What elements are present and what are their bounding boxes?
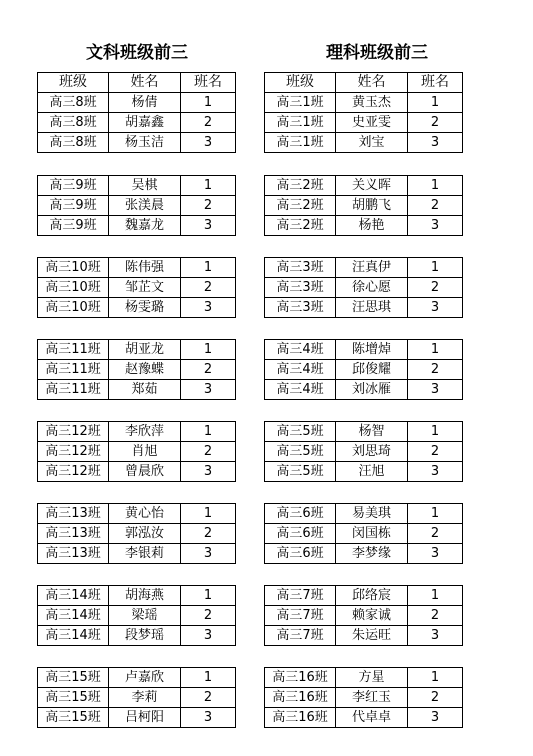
table-row xyxy=(265,380,463,400)
name-cell: 吕柯阳 xyxy=(109,708,181,728)
table-row xyxy=(38,442,236,462)
liberal-arts-title: 文科班级前三 xyxy=(86,43,188,63)
header-cell: 班名 xyxy=(408,73,463,93)
class-cell: 高三11班 xyxy=(38,380,109,400)
name-cell: 黄玉杰 xyxy=(336,93,408,113)
table-row xyxy=(265,258,463,278)
name-cell: 关义晖 xyxy=(336,176,408,196)
name-cell: 郑茹 xyxy=(109,380,181,400)
rank-cell: 1 xyxy=(408,176,463,196)
rank-cell: 3 xyxy=(181,380,236,400)
rank-cell: 3 xyxy=(408,216,463,236)
name-cell: 陈伟强 xyxy=(109,258,181,278)
header-cell: 姓名 xyxy=(109,73,181,93)
class-cell: 高三1班 xyxy=(265,133,336,153)
table-header-row xyxy=(38,73,236,93)
science-table-block xyxy=(264,257,463,318)
science-table-block xyxy=(264,339,463,400)
table-row xyxy=(38,196,236,216)
table-row xyxy=(265,133,463,153)
name-cell: 杨智 xyxy=(336,422,408,442)
science-table-block xyxy=(264,667,463,728)
name-cell: 梁瑶 xyxy=(109,606,181,626)
name-cell: 史亚雯 xyxy=(336,113,408,133)
rank-cell: 1 xyxy=(181,93,236,113)
class-cell: 高三14班 xyxy=(38,586,109,606)
rank-cell: 2 xyxy=(181,113,236,133)
name-cell: 李银莉 xyxy=(109,544,181,564)
rank-cell: 1 xyxy=(408,668,463,688)
table-row xyxy=(38,668,236,688)
rank-cell: 2 xyxy=(408,113,463,133)
name-cell: 徐心愿 xyxy=(336,278,408,298)
class-cell: 高三3班 xyxy=(265,278,336,298)
rank-cell: 1 xyxy=(408,93,463,113)
liberal-table-block xyxy=(37,72,236,153)
name-cell: 杨玉洁 xyxy=(109,133,181,153)
name-cell: 赵豫蝶 xyxy=(109,360,181,380)
rank-cell: 1 xyxy=(181,504,236,524)
header-cell: 班级 xyxy=(265,73,336,93)
table-row xyxy=(265,298,463,318)
class-cell: 高三4班 xyxy=(265,380,336,400)
rank-cell: 1 xyxy=(408,340,463,360)
class-cell: 高三1班 xyxy=(265,93,336,113)
name-cell: 胡海燕 xyxy=(109,586,181,606)
table-row xyxy=(265,216,463,236)
class-cell: 高三9班 xyxy=(38,196,109,216)
table-row xyxy=(38,93,236,113)
class-cell: 高三6班 xyxy=(265,544,336,564)
name-cell: 杨倩 xyxy=(109,93,181,113)
science-title: 理科班级前三 xyxy=(326,43,428,63)
class-cell: 高三13班 xyxy=(38,544,109,564)
liberal-table-block xyxy=(37,585,236,646)
table-row xyxy=(38,422,236,442)
name-cell: 李红玉 xyxy=(336,688,408,708)
rank-cell: 3 xyxy=(408,298,463,318)
table-row xyxy=(38,504,236,524)
class-cell: 高三3班 xyxy=(265,258,336,278)
table-row xyxy=(38,380,236,400)
science-table-block xyxy=(264,72,463,153)
class-cell: 高三12班 xyxy=(38,462,109,482)
science-table-block xyxy=(264,175,463,236)
table-row xyxy=(265,544,463,564)
class-cell: 高三15班 xyxy=(38,688,109,708)
liberal-table-block xyxy=(37,667,236,728)
class-cell: 高三16班 xyxy=(265,688,336,708)
table-row xyxy=(265,176,463,196)
name-cell: 刘思琦 xyxy=(336,442,408,462)
table-row xyxy=(265,442,463,462)
table-row xyxy=(265,113,463,133)
table-row xyxy=(265,93,463,113)
table-row xyxy=(38,688,236,708)
name-cell: 魏嘉龙 xyxy=(109,216,181,236)
rank-cell: 1 xyxy=(181,668,236,688)
class-cell: 高三12班 xyxy=(38,442,109,462)
class-cell: 高三2班 xyxy=(265,196,336,216)
table-row xyxy=(38,133,236,153)
name-cell: 方星 xyxy=(336,668,408,688)
rank-cell: 2 xyxy=(181,196,236,216)
table-row xyxy=(38,216,236,236)
name-cell: 陈增焯 xyxy=(336,340,408,360)
rank-cell: 1 xyxy=(181,422,236,442)
name-cell: 代卓卓 xyxy=(336,708,408,728)
class-cell: 高三13班 xyxy=(38,524,109,544)
table-row xyxy=(265,586,463,606)
liberal-table-block xyxy=(37,421,236,482)
table-row xyxy=(265,524,463,544)
science-table-block xyxy=(264,585,463,646)
rank-cell: 1 xyxy=(181,586,236,606)
name-cell: 胡嘉鑫 xyxy=(109,113,181,133)
rank-cell: 3 xyxy=(408,380,463,400)
name-cell: 李莉 xyxy=(109,688,181,708)
table-row xyxy=(38,586,236,606)
class-cell: 高三7班 xyxy=(265,626,336,646)
rank-cell: 2 xyxy=(408,606,463,626)
header-cell: 班名 xyxy=(181,73,236,93)
liberal-table-block xyxy=(37,175,236,236)
rank-cell: 2 xyxy=(408,278,463,298)
name-cell: 黄心怡 xyxy=(109,504,181,524)
name-cell: 易美琪 xyxy=(336,504,408,524)
name-cell: 刘宝 xyxy=(336,133,408,153)
table-row xyxy=(38,258,236,278)
rank-cell: 3 xyxy=(181,626,236,646)
rank-cell: 1 xyxy=(408,586,463,606)
table-row xyxy=(38,298,236,318)
class-cell: 高三6班 xyxy=(265,504,336,524)
table-row xyxy=(265,196,463,216)
rank-cell: 1 xyxy=(408,422,463,442)
header-cell: 姓名 xyxy=(336,73,408,93)
science-table-block xyxy=(264,503,463,564)
table-row xyxy=(38,278,236,298)
class-cell: 高三9班 xyxy=(38,176,109,196)
rank-cell: 2 xyxy=(181,360,236,380)
name-cell: 曾晨欣 xyxy=(109,462,181,482)
table-row xyxy=(265,688,463,708)
table-row xyxy=(38,606,236,626)
table-row xyxy=(38,708,236,728)
rank-cell: 2 xyxy=(181,688,236,708)
table-row xyxy=(38,524,236,544)
class-cell: 高三13班 xyxy=(38,504,109,524)
class-cell: 高三14班 xyxy=(38,606,109,626)
liberal-table-block xyxy=(37,257,236,318)
name-cell: 刘冰雁 xyxy=(336,380,408,400)
table-row xyxy=(265,360,463,380)
class-cell: 高三6班 xyxy=(265,524,336,544)
rank-cell: 3 xyxy=(408,626,463,646)
class-cell: 高三15班 xyxy=(38,668,109,688)
name-cell: 卢嘉欣 xyxy=(109,668,181,688)
name-cell: 闵国栋 xyxy=(336,524,408,544)
class-cell: 高三12班 xyxy=(38,422,109,442)
rank-cell: 2 xyxy=(181,278,236,298)
table-header-row xyxy=(265,73,463,93)
rank-cell: 2 xyxy=(408,196,463,216)
table-row xyxy=(38,462,236,482)
table-row xyxy=(265,422,463,442)
class-cell: 高三5班 xyxy=(265,462,336,482)
class-cell: 高三1班 xyxy=(265,113,336,133)
class-cell: 高三7班 xyxy=(265,606,336,626)
name-cell: 邹芷文 xyxy=(109,278,181,298)
table-row xyxy=(265,668,463,688)
name-cell: 郭泓汝 xyxy=(109,524,181,544)
class-cell: 高三3班 xyxy=(265,298,336,318)
table-row xyxy=(38,544,236,564)
liberal-table-block xyxy=(37,339,236,400)
class-cell: 高三5班 xyxy=(265,422,336,442)
rank-cell: 1 xyxy=(181,176,236,196)
class-cell: 高三10班 xyxy=(38,298,109,318)
table-row xyxy=(265,462,463,482)
rank-cell: 2 xyxy=(181,606,236,626)
name-cell: 邱络宸 xyxy=(336,586,408,606)
class-cell: 高三14班 xyxy=(38,626,109,646)
class-cell: 高三2班 xyxy=(265,216,336,236)
table-row xyxy=(38,176,236,196)
class-cell: 高三9班 xyxy=(38,216,109,236)
rank-cell: 2 xyxy=(181,442,236,462)
rank-cell: 2 xyxy=(408,442,463,462)
name-cell: 汪思琪 xyxy=(336,298,408,318)
liberal-table-block xyxy=(37,503,236,564)
class-cell: 高三4班 xyxy=(265,360,336,380)
science-table-block xyxy=(264,421,463,482)
class-cell: 高三2班 xyxy=(265,176,336,196)
class-cell: 高三10班 xyxy=(38,258,109,278)
rank-cell: 3 xyxy=(181,462,236,482)
table-row xyxy=(265,626,463,646)
table-row xyxy=(265,504,463,524)
table-row xyxy=(38,360,236,380)
class-cell: 高三8班 xyxy=(38,93,109,113)
rank-cell: 3 xyxy=(181,298,236,318)
name-cell: 胡亚龙 xyxy=(109,340,181,360)
table-row xyxy=(38,113,236,133)
class-cell: 高三10班 xyxy=(38,278,109,298)
class-cell: 高三8班 xyxy=(38,113,109,133)
name-cell: 杨艳 xyxy=(336,216,408,236)
table-row xyxy=(265,278,463,298)
table-row xyxy=(38,626,236,646)
rank-cell: 2 xyxy=(181,524,236,544)
name-cell: 吴棋 xyxy=(109,176,181,196)
rank-cell: 3 xyxy=(408,462,463,482)
name-cell: 赖家诚 xyxy=(336,606,408,626)
table-row xyxy=(265,708,463,728)
class-cell: 高三15班 xyxy=(38,708,109,728)
rank-cell: 3 xyxy=(408,133,463,153)
rank-cell: 1 xyxy=(181,258,236,278)
rank-cell: 1 xyxy=(408,258,463,278)
class-cell: 高三16班 xyxy=(265,668,336,688)
class-cell: 高三7班 xyxy=(265,586,336,606)
name-cell: 段梦瑶 xyxy=(109,626,181,646)
class-cell: 高三11班 xyxy=(38,340,109,360)
name-cell: 汪真伊 xyxy=(336,258,408,278)
rank-cell: 3 xyxy=(181,708,236,728)
rank-cell: 2 xyxy=(408,360,463,380)
header-cell: 班级 xyxy=(38,73,109,93)
name-cell: 胡鹏飞 xyxy=(336,196,408,216)
name-cell: 张渼晨 xyxy=(109,196,181,216)
class-cell: 高三5班 xyxy=(265,442,336,462)
rank-cell: 3 xyxy=(408,708,463,728)
name-cell: 朱运旺 xyxy=(336,626,408,646)
name-cell: 李欣萍 xyxy=(109,422,181,442)
rank-cell: 3 xyxy=(408,544,463,564)
name-cell: 李梦缘 xyxy=(336,544,408,564)
rank-cell: 3 xyxy=(181,133,236,153)
rank-cell: 2 xyxy=(408,524,463,544)
rank-cell: 1 xyxy=(181,340,236,360)
class-cell: 高三4班 xyxy=(265,340,336,360)
class-cell: 高三8班 xyxy=(38,133,109,153)
table-row xyxy=(265,606,463,626)
name-cell: 邱俊耀 xyxy=(336,360,408,380)
class-cell: 高三16班 xyxy=(265,708,336,728)
name-cell: 汪旭 xyxy=(336,462,408,482)
name-cell: 杨雯璐 xyxy=(109,298,181,318)
table-row xyxy=(265,340,463,360)
table-row xyxy=(38,340,236,360)
rank-cell: 3 xyxy=(181,544,236,564)
rank-cell: 2 xyxy=(408,688,463,708)
name-cell: 肖旭 xyxy=(109,442,181,462)
rank-cell: 1 xyxy=(408,504,463,524)
class-cell: 高三11班 xyxy=(38,360,109,380)
rank-cell: 3 xyxy=(181,216,236,236)
